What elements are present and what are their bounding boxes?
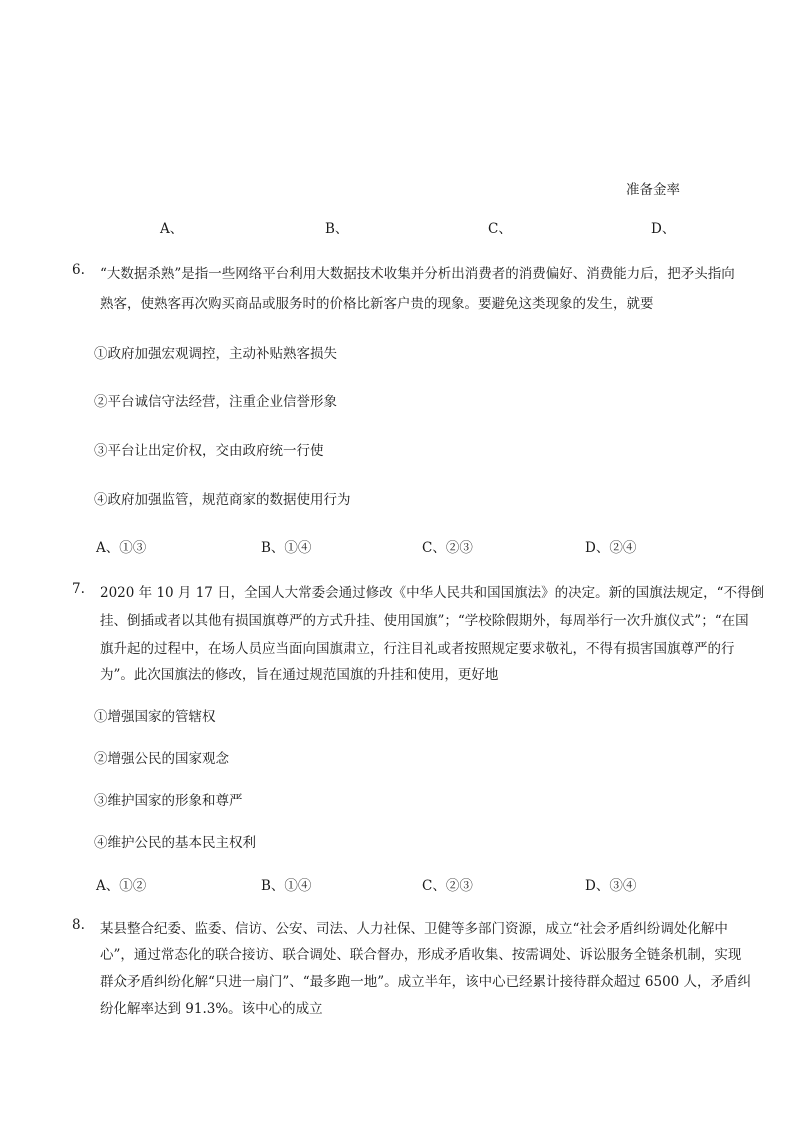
answer-option-a: A、①③ bbox=[96, 540, 147, 556]
answer-option-d: D、②④ bbox=[585, 540, 637, 556]
answer-option-c: C、②③ bbox=[422, 878, 473, 894]
top-option-b: B、 bbox=[325, 221, 349, 237]
answer-option-d: D、③④ bbox=[585, 878, 637, 894]
question-stem-line: 熟客，使熟客再次购买商品或服务时的价格比新客户贵的现象。要避免这类现象的发生，就要 bbox=[100, 296, 654, 312]
statement-item: ②平台诚信守法经营，注重企业信誉形象 bbox=[94, 394, 337, 410]
question-stem-line: 纷化解率达到 91.3%。该中心的成立 bbox=[100, 1001, 323, 1017]
question-number: 6. bbox=[72, 262, 85, 278]
statement-item: ③维护国家的形象和尊严 bbox=[94, 793, 243, 809]
answer-option-b: B、①④ bbox=[261, 878, 312, 894]
question-stem-line: “大数据杀熟”是指一些网络平台利用大数据技术收集并分析出消费者的消费偏好、消费能力后，把矛头指向 bbox=[100, 266, 735, 282]
statement-item: ③平台让出定价权，交由政府统一行使 bbox=[94, 443, 324, 459]
top-option-d: D、 bbox=[651, 221, 676, 237]
question-stem-line: 旗升起的过程中，在场人员应当面向国旗肃立，行注目礼或者按照规定要求敬礼，不得有损害国旗尊严的行 bbox=[100, 641, 735, 657]
statement-item: ④维护公民的基本民主权利 bbox=[94, 835, 256, 851]
question-stem-line: 2020 年 10 月 17 日，全国人大常委会通过修改《中华人民共和国国旗法》的决定。新的国旗法规定，“不得倒 bbox=[100, 585, 765, 601]
top-option-a: A、 bbox=[160, 221, 184, 237]
top-option-c: C、 bbox=[488, 221, 512, 237]
statement-item: ①增强国家的管辖权 bbox=[94, 709, 216, 725]
question-stem-line: 某县整合纪委、监委、信访、公安、司法、人力社保、卫健等多部门资源，成立“社会矛盾纠纷调处化解中 bbox=[100, 921, 728, 937]
statement-item: ④政府加强监管，规范商家的数据使用行为 bbox=[94, 492, 351, 508]
image-label-reserve-ratio: 准备金率 bbox=[626, 182, 680, 198]
question-number: 8. bbox=[72, 917, 85, 933]
question-stem-line: 为”。此次国旗法的修改，旨在通过规范国旗的升挂和使用，更好地 bbox=[100, 667, 499, 683]
question-stem-line: 挂、倒插或者以其他有损国旗尊严的方式升挂、使用国旗”；“学校除假期外，每周举行一次升旗仪式”；“在国 bbox=[100, 613, 749, 629]
answer-option-b: B、①④ bbox=[261, 540, 312, 556]
statement-item: ②增强公民的国家观念 bbox=[94, 751, 229, 767]
question-stem-line: 群众矛盾纠纷化解“只进一扇门”、“最多跑一地”。成立半年，该中心已经累计接待群众超过 6500 人，矛盾纠 bbox=[100, 974, 752, 990]
question-number: 7. bbox=[72, 581, 85, 597]
question-stem-line: 心”，通过常态化的联合接访、联合调处、联合督办，形成矛盾收集、按需调处、诉讼服务全链条机制，实现 bbox=[100, 947, 742, 963]
answer-option-a: A、①② bbox=[96, 878, 147, 894]
statement-item: ①政府加强宏观调控，主动补贴熟客损失 bbox=[94, 346, 337, 362]
answer-option-c: C、②③ bbox=[422, 540, 473, 556]
